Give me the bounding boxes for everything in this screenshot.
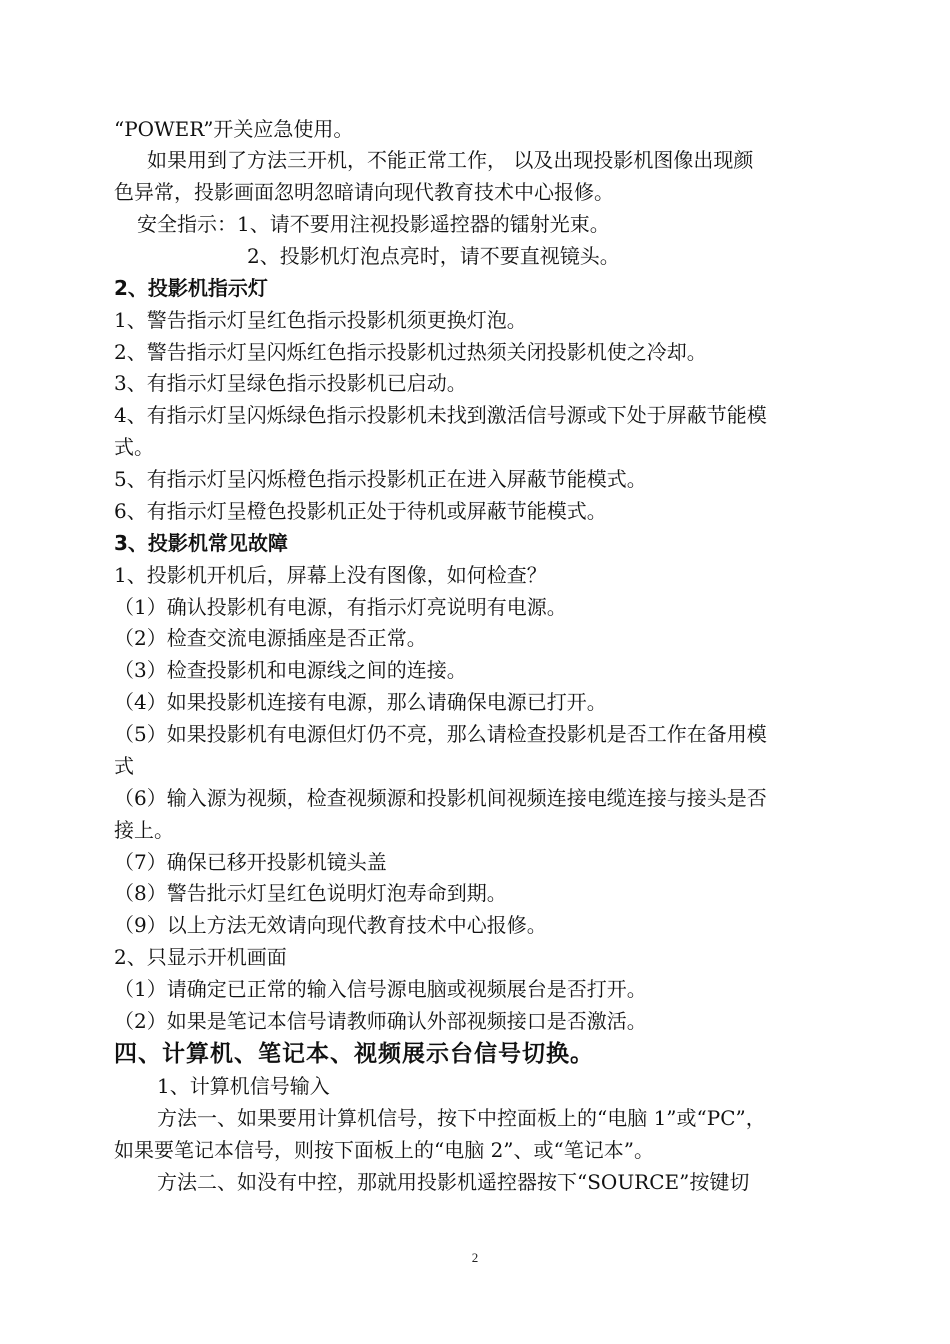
page-number: 2 xyxy=(471,1250,479,1265)
text-line: 方法一、如果要用计算机信号，按下中控面板上的“电脑 1”或“PC”， xyxy=(157,1106,766,1130)
text-line: 5、有指示灯呈闪烁橙色指示投影机正在进入屏蔽节能模式。 xyxy=(114,467,647,491)
text-line: 3、有指示灯呈绿色指示投影机已启动。 xyxy=(114,371,467,395)
text-line: 6、有指示灯呈橙色投影机正处于待机或屏蔽节能模式。 xyxy=(114,499,607,523)
text-line: （5）如果投影机有电源但灯仍不亮，那么请检查投影机是否工作在备用模 xyxy=(114,722,767,746)
text-line: 如果用到了方法三开机，不能正常工作， 以及出现投影机图像出现颜 xyxy=(147,148,754,172)
text-line: 接上。 xyxy=(114,818,174,842)
text-line: （4）如果投影机连接有电源，那么请确保电源已打开。 xyxy=(114,690,607,714)
text-line: 1、警告指示灯呈红色指示投影机须更换灯泡。 xyxy=(114,308,527,332)
text-line: （3）检查投影机和电源线之间的连接。 xyxy=(114,658,467,682)
text-line: （9）以上方法无效请向现代教育技术中心报修。 xyxy=(114,913,547,937)
text-line: 方法二、如没有中控，那就用投影机遥控器按下“SOURCE”按键切 xyxy=(157,1170,750,1194)
text-line: （8）警告批示灯呈红色说明灯泡寿命到期。 xyxy=(114,881,507,905)
text-line: 色异常，投影画面忽明忽暗请向现代教育技术中心报修。 xyxy=(114,180,614,204)
text-line: “POWER”开关应急使用。 xyxy=(114,117,354,141)
section-heading: 3、投影机常见故障 xyxy=(114,531,288,555)
text-line: 2、投影机灯泡点亮时，请不要直视镜头。 xyxy=(247,244,620,268)
text-line: （2）如果是笔记本信号请教师确认外部视频接口是否激活。 xyxy=(114,1009,647,1033)
text-line: 2、只显示开机画面 xyxy=(114,945,287,969)
text-line: 1、投影机开机后，屏幕上没有图像，如何检查？ xyxy=(114,563,547,587)
text-line: 式。 xyxy=(114,435,154,459)
text-line: （1）确认投影机有电源，有指示灯亮说明有电源。 xyxy=(114,595,567,619)
text-line: 4、有指示灯呈闪烁绿色指示投影机未找到激活信号源或下处于屏蔽节能模 xyxy=(114,403,767,427)
text-line: 如果要笔记本信号，则按下面板上的“电脑 2”、或“笔记本”。 xyxy=(114,1138,654,1162)
text-line: 2、警告指示灯呈闪烁红色指示投影机过热须关闭投影机使之冷却。 xyxy=(114,340,707,364)
text-line: 式 xyxy=(114,754,134,778)
text-line: （2）检查交流电源插座是否正常。 xyxy=(114,626,427,650)
text-line: （6）输入源为视频，检查视频源和投影机间视频连接电缆连接与接头是否 xyxy=(114,786,767,810)
text-line: （1）请确定已正常的输入信号源电脑或视频展台是否打开。 xyxy=(114,977,647,1001)
text-line: （7）确保已移开投影机镜头盖 xyxy=(114,850,387,874)
text-line: 1、计算机信号输入 xyxy=(157,1074,330,1098)
section-heading: 2、投影机指示灯 xyxy=(114,276,268,300)
chapter-heading: 四、计算机、笔记本、视频展示台信号切换。 xyxy=(114,1041,594,1067)
text-line: 安全指示：1、请不要用注视投影遥控器的镭射光束。 xyxy=(137,212,610,236)
